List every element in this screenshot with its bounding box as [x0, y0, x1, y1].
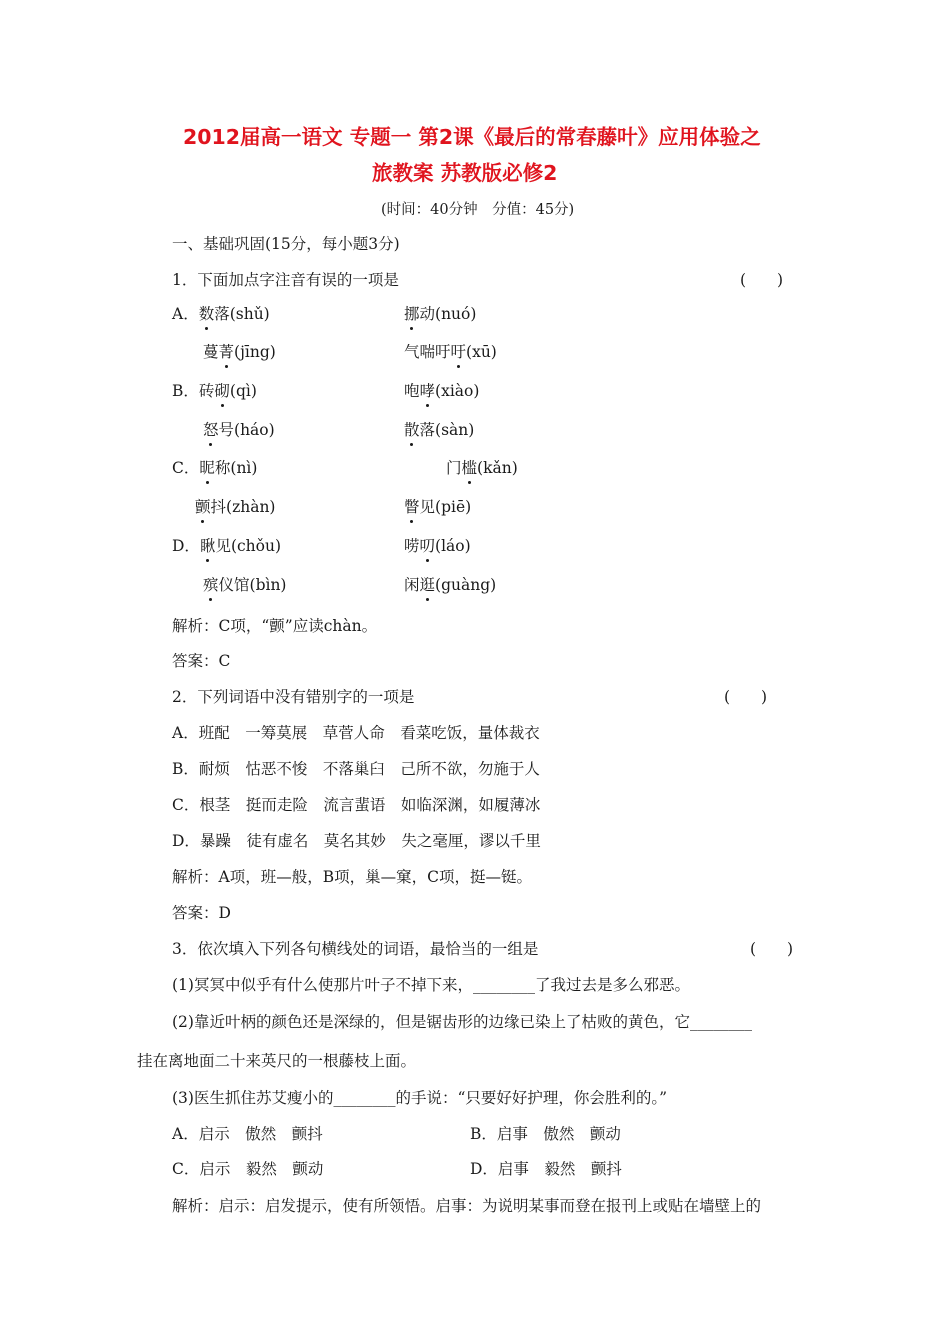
- dotted-char: 殡: [203, 576, 219, 594]
- dotted-char: 逛: [419, 576, 436, 594]
- q2-option-c: C．根茎 挺而走险 流言蜚语 如临深渊，如履薄冰: [172, 796, 541, 814]
- q3-analysis: 解析：启示：启发提示，使有所领悟。启事：为说明某事而登在报刊上或贴在墙壁上的: [172, 1197, 762, 1215]
- q1-option-c-2: [446, 458, 518, 478]
- pinyin-text: 抖(zhàn): [210, 498, 276, 516]
- q1-answer-bracket: ( ): [740, 271, 784, 289]
- word-text: 唠: [404, 537, 420, 555]
- q1-option-b-3: [203, 420, 275, 440]
- dotted-char: 砌: [214, 382, 230, 400]
- pinyin-text: (jīng): [234, 343, 276, 361]
- dotted-char: 哮: [419, 382, 436, 400]
- q3-sentence-1: (1)冥冥中似乎有什么使那片叶子不掉下来，________了我过去是多么邪恶。: [172, 976, 690, 994]
- pinyin-text: 见(chǒu): [215, 537, 282, 555]
- q1-option-d-1: [172, 536, 281, 556]
- dotted-char: 吁: [450, 343, 467, 361]
- q2-option-b: B．耐烦 怙恶不悛 不落巢臼 己所不欲，勿施于人: [172, 760, 540, 778]
- dotted-char: 数: [198, 305, 215, 323]
- q1-option-a-3: [203, 342, 276, 362]
- word-text: 气喘吁: [404, 343, 451, 361]
- pinyin-text: 落(sàn): [419, 421, 475, 439]
- pinyin-text: 仪馆(bìn): [218, 576, 287, 594]
- word-text: 蔓: [203, 343, 219, 361]
- q2-stem: 2．下列词语中没有错别字的一项是: [172, 688, 415, 706]
- q1-stem: 1．下面加点字注音有误的一项是: [172, 271, 399, 289]
- q1-option-d-2: [404, 536, 471, 556]
- q3-option-b: B．启事 傲然 颤动: [470, 1125, 621, 1143]
- dotted-char: 挪: [404, 305, 420, 323]
- doc-title-line2: 旅教案 苏教版必修2: [372, 161, 558, 185]
- word-text: 咆: [404, 382, 420, 400]
- dotted-char: 槛: [461, 459, 478, 477]
- q1-option-a-2: [404, 304, 476, 324]
- q3-sentence-2: (2)靠近叶柄的颜色还是深绿的，但是锯齿形的边缘已染上了枯败的黄色，它________: [172, 1013, 752, 1031]
- pinyin-text: (qì): [229, 382, 257, 400]
- doc-title-line1: 2012届高一语文 专题一 第2课《最后的常春藤叶》应用体验之: [183, 125, 761, 149]
- q3-sentence-2-cont: 挂在离地面二十来英尺的一根藤枝上面。: [137, 1052, 417, 1070]
- q3-option-a: A．启示 傲然 颤抖: [172, 1125, 323, 1143]
- q1-analysis: 解析：C项，“颤”应读chàn。: [172, 617, 378, 635]
- pinyin-text: 称(nì): [214, 459, 258, 477]
- q2-option-d: D．暴躁 徒有虚名 莫名其妙 失之毫厘，谬以千里: [172, 832, 541, 850]
- q3-stem: 3．依次填入下列各句横线处的词语，最恰当的一组是: [172, 940, 539, 958]
- dotted-char: 昵: [199, 459, 215, 477]
- section-heading: 一、基础巩固(15分，每小题3分): [172, 235, 400, 253]
- dotted-char: 瞥: [404, 498, 420, 516]
- option-label: A．: [172, 305, 199, 323]
- q1-option-b-2: [404, 381, 479, 401]
- pinyin-text: 号(háo): [218, 421, 275, 439]
- word-text: 门: [446, 459, 462, 477]
- pinyin-text: 落(shǔ): [214, 305, 270, 323]
- pinyin-text: (kǎn): [477, 459, 518, 477]
- q3-sentence-3: (3)医生抓住苏艾瘦小的________的手说：“只要好好护理，你会胜利的。”: [172, 1089, 668, 1107]
- time-score-info: (时间：40分钟 分值：45分): [381, 202, 575, 218]
- option-label: B．砖: [172, 382, 215, 400]
- q1-option-d-3: [203, 575, 286, 595]
- pinyin-text: (guàng): [435, 576, 497, 594]
- dotted-char: 瞅: [199, 537, 216, 555]
- dotted-char: 散: [404, 421, 420, 439]
- pinyin-text: (xū): [466, 343, 497, 361]
- q1-answer: 答案：C: [172, 652, 231, 670]
- word-text: 闲: [404, 576, 420, 594]
- q3-option-d: D．启事 毅然 颤抖: [470, 1160, 622, 1178]
- q1-option-d-4: [404, 575, 496, 595]
- q2-option-a: A．班配 一筹莫展 草菅人命 看菜吃饭，量体裁衣: [172, 724, 540, 742]
- q3-answer-bracket: ( ): [750, 940, 794, 958]
- q1-option-c-1: [172, 458, 257, 478]
- pinyin-text: 见(piē): [419, 498, 472, 516]
- q2-answer: 答案：D: [172, 904, 231, 922]
- q1-option-a-4: [404, 342, 497, 362]
- option-label: D．: [172, 537, 200, 555]
- q1-option-b-1: [172, 381, 257, 401]
- dotted-char: 怒: [203, 421, 219, 439]
- q1-option-c-3: [195, 497, 275, 517]
- q1-option-a-1: [172, 304, 270, 324]
- q1-option-b-4: [404, 420, 474, 440]
- pinyin-text: 动(nuó): [419, 305, 477, 323]
- q1-option-c-4: [404, 497, 471, 517]
- q3-option-c: C．启示 毅然 颤动: [172, 1160, 324, 1178]
- dotted-char: 颤: [195, 498, 211, 516]
- pinyin-text: (láo): [435, 537, 471, 555]
- pinyin-text: (xiào): [435, 382, 480, 400]
- dotted-char: 叨: [419, 537, 436, 555]
- q2-analysis: 解析：A项，班—般，B项，巢—窠，C项，挺—铤。: [172, 868, 532, 886]
- option-label: C．: [172, 459, 200, 477]
- dotted-char: 菁: [218, 343, 235, 361]
- q2-answer-bracket: ( ): [724, 688, 768, 706]
